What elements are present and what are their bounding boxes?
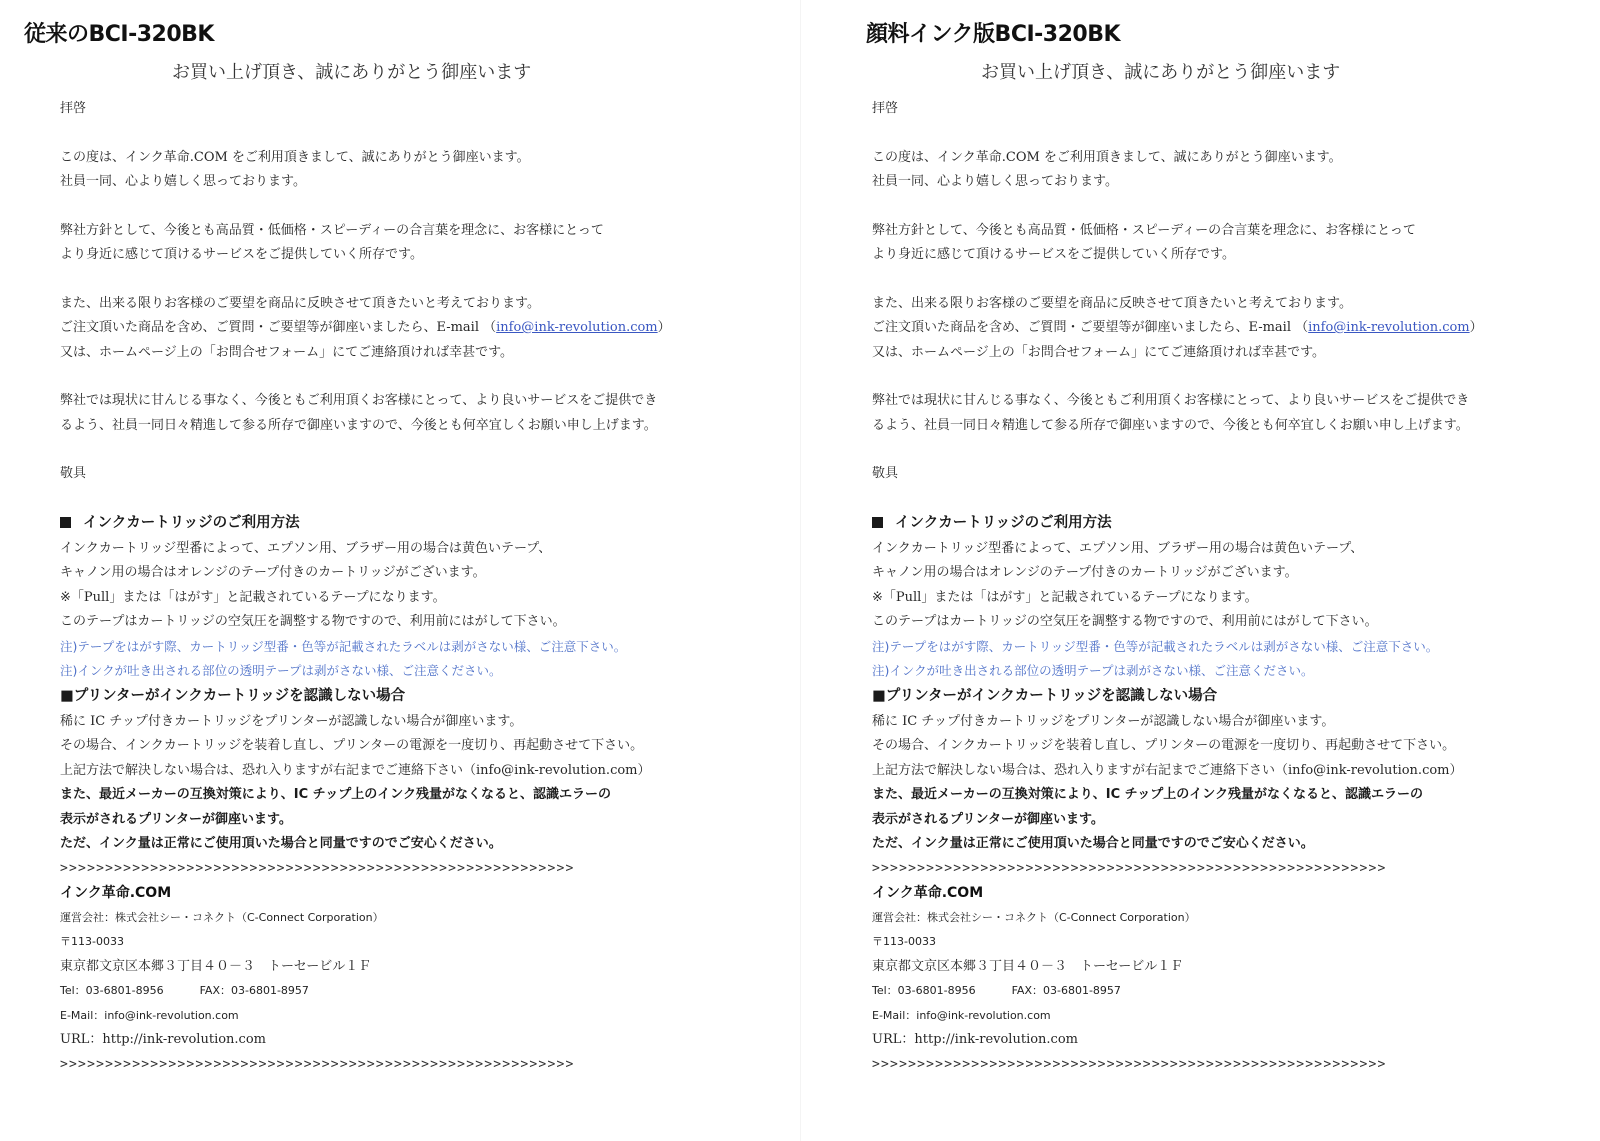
recognition-line: 稀に IC チップ付きカートリッジをプリンターが認識しない場合が御座います。 [872,713,1335,729]
greeting-heading: お買い上げ頂き、誠にありがとう御座います [981,62,1341,83]
usage-line: ※「Pull」または「はがす」と記載されているテープになります。 [872,589,1258,605]
footer-fax: FAX：03-6801-8957 [1011,984,1121,997]
usage-note: 注)インクが吐き出される部位の透明テープは剥がさない様、ご注意ください。 [872,663,1314,678]
contact-text: ご注文頂いた商品を含め、ご質問・ご要望等が御座いましたら、E-mail （ [60,320,497,335]
intro-line: 社員一同、心より嬉しく思っております。 [872,174,1118,189]
footer-url: URL：http://ink-revolution.com [60,1032,266,1047]
recognition-bold-line: 表示がされるプリンターが御座います。 [60,811,292,827]
contact-line: また、出来る限りお客様のご要望を商品に反映させて頂きたいと考えております。 [872,295,1352,311]
salutation: 拝啓 [872,101,899,116]
footer-url: URL：http://ink-revolution.com [872,1032,1078,1047]
contact-text: ご注文頂いた商品を含め、ご質問・ご要望等が御座いましたら、E-mail （ [872,320,1309,335]
separator: >>>>>>>>>>>>>>>>>>>>>>>>>>>>>>>>>>>>>>>>>>>>>>>>>>>>>>>>> [60,1056,575,1072]
intro-line: この度は、インク革命.COM をご利用頂きまして、誠にありがとう御座います。 [872,149,1342,165]
spacer [872,122,1597,146]
footer-email: E-Mail：info@ink-revolution.com [872,1008,1051,1022]
usage-note: 注)インクが吐き出される部位の透明テープは剥がさない様、ご注意ください。 [60,663,502,678]
panel-title: 顔料インク版BCI-320BK [866,22,1121,47]
footer-tel: Tel：03-6801-8956 [60,984,164,997]
usage-note: 注)テープをはがす際、カートリッジ型番・色等が記載されたラベルは剥がさない様、ご注意下さい。 [60,638,627,654]
footer-brand: インク革命.COM [872,885,984,901]
recognition-bold-line: また、最近メーカーの互換対策により、IC チップ上のインク残量がなくなると、認識エラーの [60,787,611,802]
letter-body [872,97,1597,1077]
recognition-bold-line: また、最近メーカーの互換対策により、IC チップ上のインク残量がなくなると、認識エラーの [872,787,1423,802]
square-bullet-icon [60,517,71,528]
footer-fax: FAX：03-6801-8957 [199,984,309,997]
spacer [60,268,785,292]
spacer [60,122,785,146]
footer-email: E-Mail：info@ink-revolution.com [60,1008,239,1022]
contact-line: 又は、ホームページ上の「お問合せフォーム」にてご連絡頂ければ幸甚です。 [60,344,514,360]
recognition-line: その場合、インクカートリッジを装着し直し、プリンターの電源を一度切り、再起動させて下さい。 [60,738,644,753]
panel-pigment [812,0,1600,1141]
usage-line: キャノン用の場合はオレンジのテープ付きのカートリッジがございます。 [60,565,486,580]
footer-phone [60,979,785,1004]
usage-line: このテープはカートリッジの空気圧を調整する物ですので、利用前にはがして下さい。 [60,614,566,629]
spacer [872,365,1597,389]
policy-line: より身近に感じて頂けるサービスをご提供していく所存です。 [872,247,1235,262]
closing-line: 弊社では現状に甘んじる事なく、今後ともご利用頂くお客様にとって、より良いサービスをご提供でき [872,393,1470,408]
spacer [60,438,785,462]
sign-off: 敬具 [872,466,899,481]
panel-title: 従来のBCI-320BK [24,22,214,47]
recognition-line: 稀に IC チップ付きカートリッジをプリンターが認識しない場合が御座います。 [60,713,523,729]
usage-heading-text: インクカートリッジのご利用方法 [83,514,300,531]
recognition-line: その場合、インクカートリッジを装着し直し、プリンターの電源を一度切り、再起動させて下さい。 [872,738,1456,753]
footer-address: 東京都文京区本郷３丁目４０－３ トーセービル１Ｆ [872,958,1184,974]
policy-line: 弊社方針として、今後とも高品質・低価格・スピーディーの合言葉を理念に、お客様にとって [872,222,1416,238]
recognition-bold-line: ただ、インク量は正常にご使用頂いた場合と同量ですのでご安心ください。 [872,836,1314,851]
policy-line: 弊社方針として、今後とも高品質・低価格・スピーディーの合言葉を理念に、お客様にとって [60,222,604,238]
spacer [872,438,1597,462]
email-link[interactable]: info@ink-revolution.com [496,320,658,335]
footer-company: 運営会社：株式会社シー・コネクト（C-Connect Corporation） [60,910,384,924]
usage-line: このテープはカートリッジの空気圧を調整する物ですので、利用前にはがして下さい。 [872,614,1378,629]
usage-line: インクカートリッジ型番によって、エプソン用、ブラザー用の場合は黄色いテープ、 [872,540,1364,556]
usage-line: ※「Pull」または「はがす」と記載されているテープになります。 [60,589,446,605]
intro-line: 社員一同、心より嬉しく思っております。 [60,174,306,189]
usage-line: キャノン用の場合はオレンジのテープ付きのカートリッジがございます。 [872,565,1298,580]
square-bullet-icon [872,517,883,528]
footer-brand: インク革命.COM [60,885,172,901]
footer-postal: 〒113-0033 [60,935,124,948]
sign-off: 敬具 [60,466,87,481]
footer-postal: 〒113-0033 [872,935,936,948]
recognition-line: 上記方法で解決しない場合は、恐れ入りますが右記までご連絡下さい（info@ink-revolution.com） [60,762,651,778]
contact-text-close: ） [657,320,671,335]
spacer [60,365,785,389]
footer-tel: Tel：03-6801-8956 [872,984,976,997]
usage-heading [60,511,785,537]
contact-text-close: ） [1469,320,1483,335]
usage-heading-text: インクカートリッジのご利用方法 [895,514,1112,531]
contact-line [872,316,1597,341]
page-divider [800,0,801,1141]
usage-heading [872,511,1597,537]
recognition-bold-line: ただ、インク量は正常にご使用頂いた場合と同量ですのでご安心ください。 [60,836,502,851]
closing-line: るよう、社員一同日々精進して参る所存で御座いますので、今後とも何卒宜しくお願い申し上げます。 [872,417,1469,433]
spacer [872,268,1597,292]
contact-line: 又は、ホームページ上の「お問合せフォーム」にてご連絡頂ければ幸甚です。 [872,344,1326,360]
panel-conventional [0,0,790,1141]
intro-line: この度は、インク革命.COM をご利用頂きまして、誠にありがとう御座います。 [60,149,530,165]
email-link[interactable]: info@ink-revolution.com [1308,320,1470,335]
separator: >>>>>>>>>>>>>>>>>>>>>>>>>>>>>>>>>>>>>>>>>>>>>>>>>>>>>>>>> [872,860,1387,876]
footer-address: 東京都文京区本郷３丁目４０－３ トーセービル１Ｆ [60,958,372,974]
spacer [60,195,785,219]
usage-line: インクカートリッジ型番によって、エプソン用、ブラザー用の場合は黄色いテープ、 [60,540,552,556]
letter-body [60,97,785,1077]
salutation: 拝啓 [60,101,87,116]
contact-line: また、出来る限りお客様のご要望を商品に反映させて頂きたいと考えております。 [60,295,540,311]
spacer [60,487,785,511]
contact-line [60,316,785,341]
greeting-heading: お買い上げ頂き、誠にありがとう御座います [172,62,532,83]
separator: >>>>>>>>>>>>>>>>>>>>>>>>>>>>>>>>>>>>>>>>>>>>>>>>>>>>>>>>> [872,1056,1387,1072]
separator: >>>>>>>>>>>>>>>>>>>>>>>>>>>>>>>>>>>>>>>>>>>>>>>>>>>>>>>>> [60,860,575,876]
usage-note: 注)テープをはがす際、カートリッジ型番・色等が記載されたラベルは剥がさない様、ご注意下さい。 [872,638,1439,654]
policy-line: より身近に感じて頂けるサービスをご提供していく所存です。 [60,247,423,262]
recognition-bold-line: 表示がされるプリンターが御座います。 [872,811,1104,827]
recognition-heading: ■プリンターがインクカートリッジを認識しない場合 [60,687,406,704]
spacer [872,487,1597,511]
footer-phone [872,979,1597,1004]
recognition-heading: ■プリンターがインクカートリッジを認識しない場合 [872,687,1218,704]
closing-line: るよう、社員一同日々精進して参る所存で御座いますので、今後とも何卒宜しくお願い申し上げます。 [60,417,657,433]
spacer [872,195,1597,219]
recognition-line: 上記方法で解決しない場合は、恐れ入りますが右記までご連絡下さい（info@ink-revolution.com） [872,762,1463,778]
footer-company: 運営会社：株式会社シー・コネクト（C-Connect Corporation） [872,910,1196,924]
closing-line: 弊社では現状に甘んじる事なく、今後ともご利用頂くお客様にとって、より良いサービスをご提供でき [60,393,658,408]
